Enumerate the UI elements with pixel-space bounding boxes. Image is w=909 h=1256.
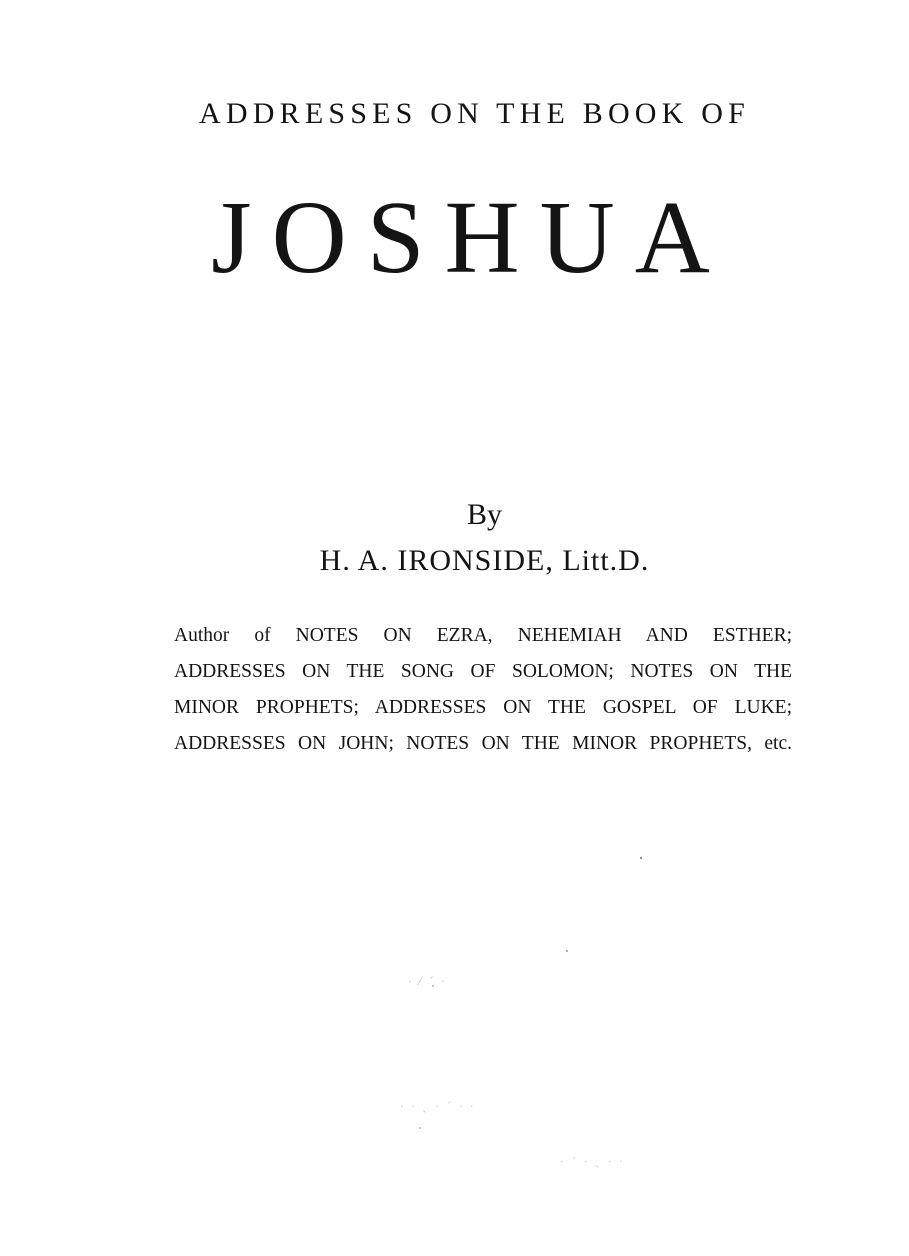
series-title: ADDRESSES ON THE BOOK OF xyxy=(199,97,750,130)
show-through-marks: · · ˎ · ˊ · · xyxy=(400,1100,476,1113)
scan-speck xyxy=(419,1127,421,1129)
other-works-line: ADDRESSES ON THE SONG OF SOLOMON; NOTES ON THE xyxy=(174,661,792,682)
show-through-marks: · ˊ · ˎ · · xyxy=(560,1155,625,1168)
author-name: H. A. IRONSIDE, Litt.D. xyxy=(319,544,650,577)
other-works-line: Author of NOTES ON EZRA, NEHEMIAH AND ESTHER; xyxy=(174,625,792,646)
by-line: By xyxy=(466,498,502,531)
other-works-line: MINOR PROPHETS; ADDRESSES ON THE GOSPEL OF LUKE; xyxy=(174,697,792,718)
book-title: JOSHUA xyxy=(211,180,730,295)
show-through-marks: · ⁄ ˊ · xyxy=(408,975,447,988)
scan-speck xyxy=(640,857,642,859)
other-works-line: ADDRESSES ON JOHN; NOTES ON THE MINOR PROPHETS, etc. xyxy=(174,733,792,754)
other-works-list xyxy=(174,618,792,762)
scan-speck xyxy=(566,950,568,952)
